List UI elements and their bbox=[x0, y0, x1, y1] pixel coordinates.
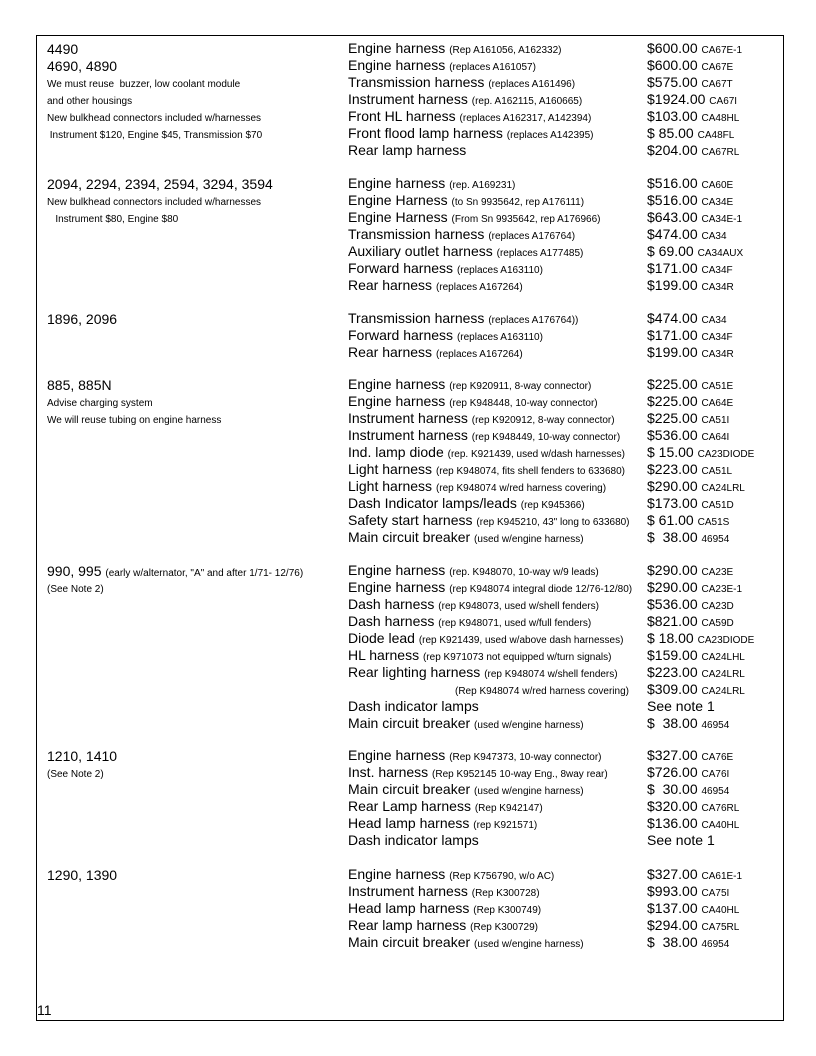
parts-row bbox=[47, 226, 777, 243]
parts-row bbox=[47, 427, 777, 444]
price: $536.00 bbox=[647, 427, 698, 443]
part-code: CA51D bbox=[701, 500, 734, 511]
part-code: CA24LHL bbox=[701, 652, 745, 663]
parts-row bbox=[47, 209, 777, 226]
price: $309.00 bbox=[647, 681, 698, 697]
model-text: 1210, 1410 bbox=[47, 748, 118, 764]
model-text: We must reuse buzzer, low coolant module bbox=[47, 79, 241, 90]
parts-row bbox=[47, 529, 777, 546]
model-group bbox=[47, 747, 777, 849]
price: See note 1 bbox=[647, 698, 715, 714]
part-code: CA51I bbox=[701, 415, 730, 426]
price: $ 18.00 bbox=[647, 630, 694, 646]
part-note: (rep. A169231) bbox=[449, 180, 516, 191]
parts-row bbox=[47, 934, 777, 951]
part-name: Instrument harness bbox=[348, 91, 468, 107]
parts-row bbox=[47, 478, 777, 495]
part-name: Engine harness bbox=[348, 866, 446, 882]
parts-row bbox=[47, 410, 777, 427]
part-note: (rep K948074 w/shell fenders) bbox=[484, 669, 618, 680]
price: $137.00 bbox=[647, 900, 698, 916]
price: $225.00 bbox=[647, 376, 698, 392]
part-name: Transmission harness bbox=[348, 74, 485, 90]
price: $ 15.00 bbox=[647, 444, 694, 460]
part-description bbox=[348, 934, 584, 953]
part-note: (replaces A142395) bbox=[506, 130, 594, 141]
part-note: (rep K920911, 8-way connector) bbox=[449, 381, 592, 392]
part-name: Front HL harness bbox=[348, 108, 456, 124]
part-code: CA23E-1 bbox=[701, 584, 743, 595]
model-group bbox=[47, 310, 777, 361]
price: $993.00 bbox=[647, 883, 698, 899]
part-name: Transmission harness bbox=[348, 226, 485, 242]
price: $225.00 bbox=[647, 393, 698, 409]
part-name: Engine harness bbox=[348, 40, 446, 56]
model-text: 990, 995 bbox=[47, 563, 102, 579]
part-code: CA40HL bbox=[701, 905, 740, 916]
part-note: (rep. A162115, A160665) bbox=[471, 96, 583, 107]
model-text: 885, 885N bbox=[47, 377, 112, 393]
part-name: Main circuit breaker bbox=[348, 781, 471, 797]
parts-row bbox=[47, 562, 777, 579]
parts-row bbox=[47, 40, 777, 57]
model-numbers bbox=[47, 748, 117, 765]
model-qualifier: (early w/alternator, "A" and after 1/71- 12/76) bbox=[105, 568, 304, 579]
parts-row bbox=[47, 376, 777, 393]
part-description bbox=[348, 715, 584, 734]
model-numbers bbox=[47, 58, 117, 75]
model-text: We will reuse tubing on engine harness bbox=[47, 415, 222, 426]
model-text: 1896, 2096 bbox=[47, 311, 118, 327]
price: $199.00 bbox=[647, 344, 698, 360]
part-note: (From Sn 9935642, rep A176966) bbox=[451, 214, 601, 225]
part-name: Rear harness bbox=[348, 344, 433, 360]
parts-row bbox=[47, 715, 777, 732]
price: $516.00 bbox=[647, 192, 698, 208]
part-code: CA67E bbox=[701, 62, 734, 73]
part-code: 46954 bbox=[701, 939, 730, 950]
part-name: Ind. lamp diode bbox=[348, 444, 444, 460]
part-note: (rep. K948070, 10-way w/9 leads) bbox=[449, 567, 599, 578]
price: $ 61.00 bbox=[647, 512, 694, 528]
model-text: New bulkhead connectors included w/harnesses bbox=[47, 197, 262, 208]
part-name: Rear lamp harness bbox=[348, 142, 467, 158]
part-code: CA24LRL bbox=[701, 669, 745, 680]
parts-row bbox=[47, 698, 777, 715]
part-code: 46954 bbox=[701, 786, 730, 797]
part-description bbox=[348, 698, 479, 715]
part-note: (to Sn 9935642, rep A176111) bbox=[451, 197, 585, 208]
price: $159.00 bbox=[647, 647, 698, 663]
part-note: (used w/engine harness) bbox=[474, 720, 584, 731]
part-name: Diode lead bbox=[348, 630, 415, 646]
part-name: Light harness bbox=[348, 478, 433, 494]
part-code: CA34F bbox=[701, 332, 733, 343]
part-description bbox=[348, 277, 523, 296]
model-group bbox=[47, 376, 777, 546]
model-text: New bulkhead connectors included w/harnesses bbox=[47, 113, 262, 124]
parts-row bbox=[47, 815, 777, 832]
part-code: CA34 bbox=[701, 231, 727, 242]
parts-row bbox=[47, 108, 777, 125]
part-note: (replaces A177485) bbox=[496, 248, 584, 259]
part-note: (Rep A161056, A162332) bbox=[449, 45, 562, 56]
parts-row bbox=[47, 764, 777, 781]
model-numbers bbox=[47, 867, 117, 884]
price: $327.00 bbox=[647, 866, 698, 882]
parts-row bbox=[47, 579, 777, 596]
part-note: (replaces A176764)) bbox=[488, 315, 579, 326]
part-note: (rep K948074 w/red harness covering) bbox=[435, 483, 607, 494]
part-name: Engine harness bbox=[348, 579, 446, 595]
part-code: CA67RL bbox=[701, 147, 740, 158]
part-name: Engine Harness bbox=[348, 192, 448, 208]
parts-row bbox=[47, 664, 777, 681]
model-text: (See Note 2) bbox=[47, 584, 104, 595]
part-note: (rep K920912, 8-way connector) bbox=[471, 415, 615, 426]
part-code: CA48HL bbox=[701, 113, 740, 124]
model-group bbox=[47, 175, 777, 294]
price: $173.00 bbox=[647, 495, 698, 511]
parts-row bbox=[47, 630, 777, 647]
part-note: (replaces A167264) bbox=[435, 282, 523, 293]
part-note: (Rep K942147) bbox=[474, 803, 543, 814]
part-note: (rep K945210, 43" long to 633680) bbox=[476, 517, 630, 528]
part-name: Rear Lamp harness bbox=[348, 798, 471, 814]
part-code: CA51E bbox=[701, 381, 734, 392]
part-name: Instrument harness bbox=[348, 410, 468, 426]
part-code: CA76RL bbox=[701, 803, 740, 814]
parts-row bbox=[47, 142, 777, 159]
price-cell bbox=[647, 934, 729, 953]
part-name: Safety start harness bbox=[348, 512, 473, 528]
part-name: Main circuit breaker bbox=[348, 934, 471, 950]
part-code: CA61E-1 bbox=[701, 871, 743, 882]
price: $ 38.00 bbox=[647, 715, 698, 731]
part-note: (Rep K300749) bbox=[473, 905, 542, 916]
part-name: Dash harness bbox=[348, 613, 435, 629]
part-name: Rear harness bbox=[348, 277, 433, 293]
part-code: CA34R bbox=[701, 349, 734, 360]
part-code: CA23DIODE bbox=[697, 635, 755, 646]
part-note: (Rep K300729) bbox=[470, 922, 538, 933]
part-note: (Rep K948074 w/red harness covering) bbox=[455, 686, 629, 697]
part-note: (used w/engine harness) bbox=[474, 534, 584, 545]
part-name: Dash Indicator lamps/leads bbox=[348, 495, 517, 511]
price: $290.00 bbox=[647, 562, 698, 578]
model-text: 4690, 4890 bbox=[47, 58, 118, 74]
part-note: (replaces A176764) bbox=[488, 231, 576, 242]
price: $ 69.00 bbox=[647, 243, 694, 259]
part-name: Engine harness bbox=[348, 57, 446, 73]
price: $136.00 bbox=[647, 815, 698, 831]
part-note: (rep K971073 not equipped w/turn signals) bbox=[422, 652, 612, 663]
price: $600.00 bbox=[647, 57, 698, 73]
price: $726.00 bbox=[647, 764, 698, 780]
price: $600.00 bbox=[647, 40, 698, 56]
price: $223.00 bbox=[647, 461, 698, 477]
parts-row bbox=[47, 495, 777, 512]
part-name: Engine harness bbox=[348, 393, 446, 409]
parts-row bbox=[47, 747, 777, 764]
part-note: (replaces A162317, A142394) bbox=[459, 113, 592, 124]
part-name: Front flood lamp harness bbox=[348, 125, 503, 141]
part-code: CA67E-1 bbox=[701, 45, 743, 56]
part-code: CA34R bbox=[701, 282, 734, 293]
parts-row bbox=[47, 461, 777, 478]
model-text: (See Note 2) bbox=[47, 769, 104, 780]
part-name: Engine harness bbox=[348, 376, 446, 392]
parts-row bbox=[47, 917, 777, 934]
part-note: (replaces A163110) bbox=[456, 265, 543, 276]
price-cell bbox=[647, 277, 734, 296]
price: $294.00 bbox=[647, 917, 698, 933]
model-text: 1290, 1390 bbox=[47, 867, 118, 883]
part-code: CA60E bbox=[701, 180, 734, 191]
page-number: 11 bbox=[37, 1002, 52, 1018]
price: $290.00 bbox=[647, 579, 698, 595]
model-numbers bbox=[47, 176, 273, 193]
part-code: CA51L bbox=[701, 466, 733, 477]
price: $ 30.00 bbox=[647, 781, 698, 797]
part-code: CA64E bbox=[701, 398, 734, 409]
part-name: Instrument harness bbox=[348, 883, 468, 899]
part-name: Inst. harness bbox=[348, 764, 429, 780]
parts-row bbox=[47, 681, 777, 698]
parts-row bbox=[47, 613, 777, 630]
part-code: CA40HL bbox=[701, 820, 740, 831]
part-name: Dash indicator lamps bbox=[348, 832, 479, 848]
part-name: Dash indicator lamps bbox=[348, 698, 479, 714]
parts-row bbox=[47, 512, 777, 529]
part-note: (rep K921439, used w/above dash harnesses) bbox=[418, 635, 624, 646]
part-name: Rear lamp harness bbox=[348, 917, 467, 933]
price: $171.00 bbox=[647, 327, 698, 343]
part-code: CA34E bbox=[701, 197, 734, 208]
price: $474.00 bbox=[647, 226, 698, 242]
parts-row bbox=[47, 596, 777, 613]
part-code: CA34AUX bbox=[697, 248, 744, 259]
parts-row bbox=[47, 866, 777, 883]
model-text: 2094, 2294, 2394, 2594, 3294, 3594 bbox=[47, 176, 273, 192]
part-note: (used w/engine harness) bbox=[474, 786, 584, 797]
part-code: CA24LRL bbox=[701, 686, 745, 697]
parts-row bbox=[47, 344, 777, 361]
part-name: Engine harness bbox=[348, 747, 446, 763]
part-name: Forward harness bbox=[348, 327, 454, 343]
part-note: (replaces A161057) bbox=[449, 62, 536, 73]
model-group bbox=[47, 866, 777, 951]
price: $225.00 bbox=[647, 410, 698, 426]
price-cell bbox=[647, 344, 734, 363]
price-cell bbox=[647, 715, 729, 734]
price: $327.00 bbox=[647, 747, 698, 763]
price: $643.00 bbox=[647, 209, 698, 225]
parts-row bbox=[47, 327, 777, 344]
part-code: CA23E bbox=[701, 567, 734, 578]
price: See note 1 bbox=[647, 832, 715, 848]
model-group bbox=[47, 40, 777, 159]
price: $1924.00 bbox=[647, 91, 706, 107]
part-code: CA75RL bbox=[701, 922, 740, 933]
price: $ 38.00 bbox=[647, 934, 698, 950]
price: $103.00 bbox=[647, 108, 698, 124]
price: $199.00 bbox=[647, 277, 698, 293]
part-description bbox=[348, 142, 466, 159]
part-description bbox=[348, 832, 479, 849]
part-name: Rear lighting harness bbox=[348, 664, 481, 680]
model-numbers bbox=[47, 311, 117, 328]
part-name: Main circuit breaker bbox=[348, 529, 471, 545]
parts-row bbox=[47, 243, 777, 260]
model-text: Instrument $120, Engine $45, Transmission $70 bbox=[47, 130, 263, 141]
model-text: Instrument $80, Engine $80 bbox=[47, 214, 179, 225]
parts-row bbox=[47, 260, 777, 277]
model-group bbox=[47, 562, 777, 732]
part-note: (rep K945366) bbox=[520, 500, 585, 511]
part-name: Light harness bbox=[348, 461, 433, 477]
parts-row bbox=[47, 781, 777, 798]
price: $290.00 bbox=[647, 478, 698, 494]
price: $821.00 bbox=[647, 613, 698, 629]
parts-row bbox=[47, 277, 777, 294]
parts-row bbox=[47, 900, 777, 917]
model-text: Advise charging system bbox=[47, 398, 153, 409]
part-code: CA34F bbox=[701, 265, 733, 276]
price: $474.00 bbox=[647, 310, 698, 326]
part-note: (rep K948073, used w/shell fenders) bbox=[438, 601, 599, 612]
part-name: HL harness bbox=[348, 647, 420, 663]
parts-row bbox=[47, 832, 777, 849]
parts-row bbox=[47, 444, 777, 461]
part-note: (replaces A163110) bbox=[456, 332, 543, 343]
price: $536.00 bbox=[647, 596, 698, 612]
model-text: and other housings bbox=[47, 96, 133, 107]
model-text: 4490 bbox=[47, 41, 79, 57]
part-note: (replaces A161496) bbox=[488, 79, 576, 90]
price: $ 85.00 bbox=[647, 125, 694, 141]
part-note: (Rep K756790, w/o AC) bbox=[449, 871, 555, 882]
part-name: Engine harness bbox=[348, 562, 446, 578]
part-code: CA48FL bbox=[697, 130, 735, 141]
part-note: (rep K948071, used w/full fenders) bbox=[438, 618, 592, 629]
part-code: CA24LRL bbox=[701, 483, 745, 494]
price-cell bbox=[647, 529, 729, 548]
price-cell bbox=[647, 698, 715, 715]
price: $223.00 bbox=[647, 664, 698, 680]
part-description bbox=[348, 529, 584, 548]
parts-row bbox=[47, 74, 777, 91]
parts-row bbox=[47, 192, 777, 209]
part-code: CA59D bbox=[701, 618, 734, 629]
parts-row bbox=[47, 57, 777, 74]
model-numbers bbox=[47, 41, 78, 58]
part-code: CA34E-1 bbox=[701, 214, 743, 225]
part-name: Auxiliary outlet harness bbox=[348, 243, 493, 259]
part-code: CA76E bbox=[701, 752, 734, 763]
part-name: Instrument harness bbox=[348, 427, 468, 443]
parts-row bbox=[47, 310, 777, 327]
part-note: (rep. K921439, used w/dash harnesses) bbox=[447, 449, 625, 460]
part-note: (Rep K952145 10-way Eng., 8way rear) bbox=[432, 769, 608, 780]
part-note: (rep K948074 integral diode 12/76-12/80) bbox=[449, 584, 633, 595]
part-name: Engine harness bbox=[348, 175, 446, 191]
parts-row bbox=[47, 883, 777, 900]
price: $575.00 bbox=[647, 74, 698, 90]
price: $516.00 bbox=[647, 175, 698, 191]
price: $ 38.00 bbox=[647, 529, 698, 545]
part-code: CA23D bbox=[701, 601, 734, 612]
parts-row bbox=[47, 393, 777, 410]
part-name: Transmission harness bbox=[348, 310, 485, 326]
part-note: (used w/engine harness) bbox=[474, 939, 584, 950]
part-note: (rep K948074, fits shell fenders to 633680) bbox=[435, 466, 625, 477]
part-name: Forward harness bbox=[348, 260, 454, 276]
part-note: (rep K948449, 10-way connector) bbox=[471, 432, 621, 443]
part-note: (rep K948448, 10-way connector) bbox=[449, 398, 598, 409]
part-note: (rep K921571) bbox=[473, 820, 538, 831]
part-code: CA76I bbox=[701, 769, 730, 780]
parts-row bbox=[47, 125, 777, 142]
price: $204.00 bbox=[647, 142, 698, 158]
part-code: CA34 bbox=[701, 315, 727, 326]
parts-row bbox=[47, 175, 777, 192]
part-description bbox=[348, 344, 523, 363]
part-code: CA64I bbox=[701, 432, 730, 443]
parts-row bbox=[47, 647, 777, 664]
part-note: (replaces A167264) bbox=[435, 349, 523, 360]
price-cell bbox=[647, 142, 739, 161]
parts-row bbox=[47, 798, 777, 815]
part-name: Head lamp harness bbox=[348, 815, 470, 831]
part-name: Dash harness bbox=[348, 596, 435, 612]
part-name: Main circuit breaker bbox=[348, 715, 471, 731]
part-code: CA67T bbox=[701, 79, 733, 90]
part-name: Head lamp harness bbox=[348, 900, 470, 916]
parts-row bbox=[47, 91, 777, 108]
part-code: 46954 bbox=[701, 534, 730, 545]
price: $320.00 bbox=[647, 798, 698, 814]
part-code: CA51S bbox=[697, 517, 730, 528]
part-code: 46954 bbox=[701, 720, 730, 731]
part-code: CA67I bbox=[709, 96, 738, 107]
part-name: Engine Harness bbox=[348, 209, 448, 225]
part-code: CA75I bbox=[701, 888, 730, 899]
price-cell bbox=[647, 832, 715, 849]
part-note: (Rep K300728) bbox=[471, 888, 540, 899]
price: $171.00 bbox=[647, 260, 698, 276]
part-note: (Rep K947373, 10-way connector) bbox=[449, 752, 602, 763]
part-code: CA23DIODE bbox=[697, 449, 755, 460]
model-numbers bbox=[47, 377, 112, 394]
